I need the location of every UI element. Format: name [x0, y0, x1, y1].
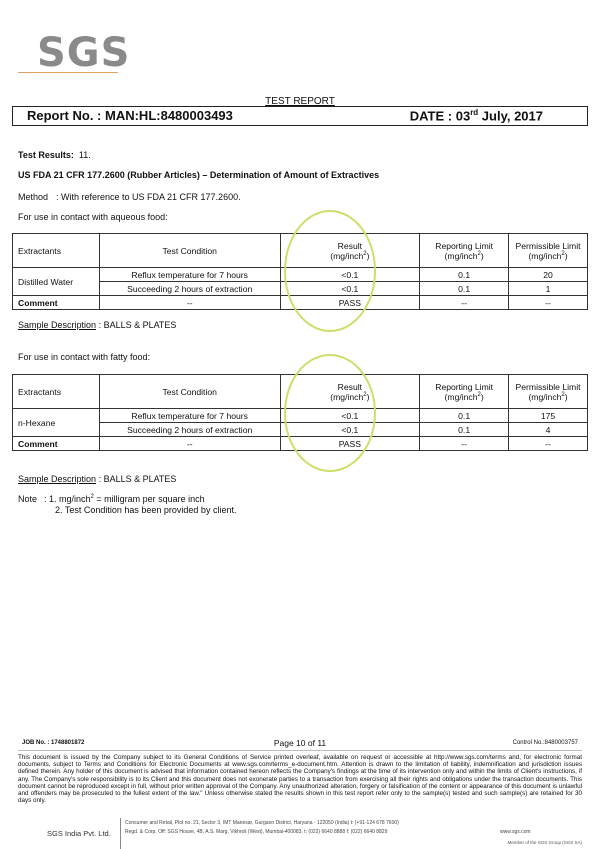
header-result: Result (mg/inch$^2$): [280, 375, 420, 409]
aqueous-intro: For use in contact with aqueous food:: [18, 212, 168, 222]
highlight-ellipse: [284, 354, 376, 472]
aqueous-sample-description: Sample Description : BALLS & PLATES: [18, 320, 177, 330]
sgs-logo: SGS: [37, 30, 131, 76]
control-number: Control No.:8480003757: [512, 740, 578, 746]
permissible-cell: 175: [509, 409, 588, 423]
header-permissible-limit: Permissible Limit (mg/inch$^2$): [509, 234, 588, 268]
address-line-2: Regd. & Corp. Off: SGS House, 4B, A.S. Marg, Vikhroli (West), Mumbai-400083. t: (022) 6640 8888 f: (022) 6640 8829: [125, 829, 388, 835]
extractant-cell: Distilled Water: [13, 268, 100, 296]
result-cell: <0.1: [280, 423, 420, 437]
report-title: TEST REPORT: [265, 96, 335, 107]
member-text: Member of the SGS Group (SGS SA): [507, 840, 582, 845]
permissible-cell: 4: [509, 423, 588, 437]
note-line-2: 2. Test Condition has been provided by client.: [55, 505, 237, 515]
legal-disclaimer: This document is issued by the Company subject to its General Conditions of Service printed overleaf, available on request or accessible at http://www.sgs.com/terms and, for electronic format documents, subject to Terms and Conditions for Electronic Documents at www.sgs.com/terms_e-document.htm. Attention is drawn to the limitation of liability, indemnification and jurisdiction issues defined therein. Any holder of this document is advised that information contained hereon reflects the Company's findings at the time of its intervention only and within the limits of Client's instructions, if any. The Company's sole responsibility is to its Client and this document does not exonerate parties to a transaction from exercising all their rights and obligations under the transaction documents. This document cannot be reproduced except in full, without prior written approval of the Company. Any unauthorized alteration, forgery or falsification of the content or appearance of this document is unlawful and offenders may be prosecuted to the fullest extent of the law." Unless otherwise stated the results shown in this test report refer only to the sample(s) tested and such sample(s) are retained for 30 days only.: [18, 754, 582, 805]
header-extractants: Extractants: [13, 375, 100, 409]
website: www.sgs.com: [500, 829, 531, 835]
report-number: Report No. : MAN:HL:8480003493: [27, 108, 233, 123]
reporting-cell: 0.1: [420, 423, 509, 437]
test-results-label: Test Results: 11.: [18, 150, 91, 160]
comment-condition: --: [99, 437, 280, 451]
extractant-cell: n-Hexane: [13, 409, 100, 437]
job-number: JOB No. : 1748801872: [22, 740, 85, 746]
note-line-1: : 1. mg/inch$^2$ = milligram per square inch: [44, 494, 205, 504]
header-reporting-limit: Reporting Limit (mg/inch$^2$): [420, 234, 509, 268]
comment-reporting: --: [420, 296, 509, 310]
header-reporting-limit: Reporting Limit (mg/inch$^2$): [420, 375, 509, 409]
header-extractants: Extractants: [13, 234, 100, 268]
result-cell: <0.1: [280, 282, 420, 296]
comment-label: Comment: [13, 437, 100, 451]
permissible-cell: 1: [509, 282, 588, 296]
comment-condition: --: [99, 296, 280, 310]
comment-result: PASS: [280, 296, 420, 310]
test-heading: US FDA 21 CFR 177.2600 (Rubber Articles) – Determination of Amount of Extractives: [18, 170, 380, 180]
condition-cell: Succeeding 2 hours of extraction: [99, 423, 280, 437]
header-test-condition: Test Condition: [99, 375, 280, 409]
footer-divider-vertical: [120, 818, 121, 849]
header-test-condition: Test Condition: [99, 234, 280, 268]
header-permissible-limit: Permissible Limit (mg/inch$^2$): [509, 375, 588, 409]
permissible-cell: 20: [509, 268, 588, 282]
footer-divider: [18, 750, 582, 751]
reporting-cell: 0.1: [420, 268, 509, 282]
fatty-intro: For use in contact with fatty food:: [18, 352, 151, 362]
comment-label: Comment: [13, 296, 100, 310]
condition-cell: Reflux temperature for 7 hours: [99, 409, 280, 423]
address-line-1: Consumer and Retail, Plot no. 21, Sector 3, IMT Manesar, Gurgaon District, Haryana - 122050 (India) t: (+91-124 678 7600): [125, 820, 399, 826]
result-cell: <0.1: [280, 268, 420, 282]
comment-result: PASS: [280, 437, 420, 451]
comment-reporting: --: [420, 437, 509, 451]
reporting-cell: 0.1: [420, 282, 509, 296]
fatty-sample-description: Sample Description : BALLS & PLATES: [18, 474, 177, 484]
comment-permissible: --: [509, 437, 588, 451]
method-label: Method: [18, 192, 49, 202]
highlight-ellipse: [284, 210, 376, 332]
note-label: Note: [18, 494, 38, 504]
company-name: SGS India Pvt. Ltd.: [47, 829, 111, 838]
result-cell: <0.1: [280, 409, 420, 423]
report-date: DATE : 03rd July, 2017: [409, 108, 543, 124]
reporting-cell: 0.1: [420, 409, 509, 423]
page-number: Page 10 of 11: [273, 738, 327, 748]
condition-cell: Succeeding 2 hours of extraction: [99, 282, 280, 296]
comment-permissible: --: [509, 296, 588, 310]
header-result: Result (mg/inch$^2$): [280, 234, 420, 268]
method-value: : With reference to US FDA 21 CFR 177.2600.: [56, 192, 241, 202]
logo-divider: [18, 72, 118, 73]
condition-cell: Reflux temperature for 7 hours: [99, 268, 280, 282]
